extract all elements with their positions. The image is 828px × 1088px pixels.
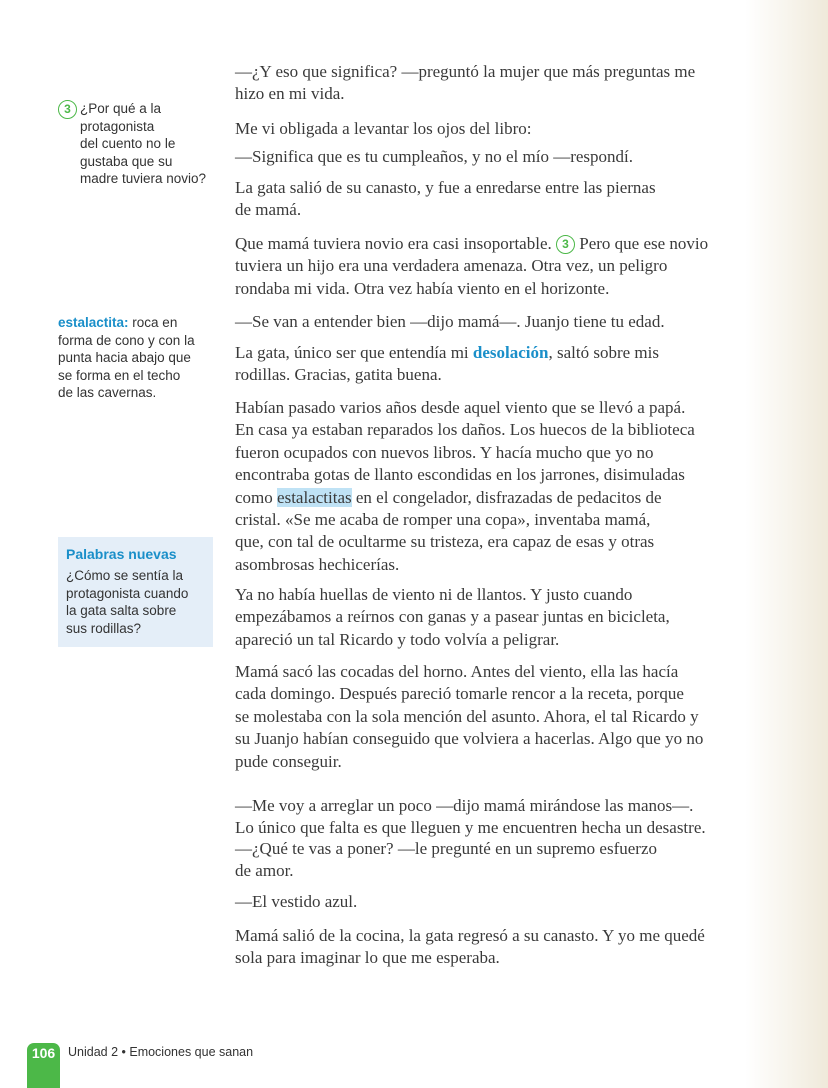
text-line: asombrosas hechicerías. [235,554,400,574]
text-line: empezábamos a reírnos con ganas y a pasear juntas en bicicleta, [235,607,670,627]
glossary-line: de las cavernas. [58,385,157,400]
text-line: En casa ya estaban reparados los daños. Los huecos de la biblioteca [235,420,695,440]
text: La gata, único ser que entendía mi [235,343,473,362]
text-line: cada domingo. Después pareció tomarle rencor a la receta, porque [235,684,684,704]
box-line: ¿Cómo se sentía la [66,568,184,583]
paragraph [235,891,357,913]
text-line: cristal. «Se me acaba de romper una copa», inventaba mamá, [235,510,651,530]
question-line: ¿Por qué a la [80,101,162,116]
paragraph [235,838,657,883]
paragraph [235,925,705,970]
text-line: se molestaba con la sola mención del asunto. Ahora, el tal Ricardo y [235,706,699,726]
paragraph [235,342,659,387]
text-line: pude conseguir. [235,751,342,771]
text-line: fueron ocupados con nuevos libros. Y hacía mucho que yo no [235,442,654,462]
highlighted-word-estalactitas[interactable]: estalactitas [277,487,352,507]
glossary-line: forma de cono y con la [58,332,195,348]
text-line: su Juanjo habían conseguido que volviera a hacerlas. Algo que yo no [235,729,704,749]
question-line: protagonista [80,118,155,134]
paragraph [235,795,706,840]
question-line: del cuento no le [80,136,176,151]
text-line: Habían pasado varios años desde aquel viento que se llevó a papá. [235,398,686,417]
text-line: que, con tal de ocultarme su tristeza, era capaz de esas y otras [235,532,655,552]
text-line: Ya no había huellas de viento ni de llantos. Y justo cuando [235,585,633,604]
text: Que mamá tuviera novio era casi insoportable. [235,234,556,253]
text-line: Mamá salió de la cocina, la gata regresó a su canasto. Y yo me quedé [235,926,705,945]
box-line: la gata salta sobre [66,603,177,618]
new-words-box [58,537,213,647]
text-line: rondaba mi vida. Otra vez había viento en el horizonte. [235,278,610,298]
paragraph [235,397,695,576]
page-number: 106 [27,1043,60,1088]
text: Pero que ese novio [575,234,709,253]
glossary-term: estalactita: [58,315,129,330]
glossary-line: punta hacia abajo que [58,350,191,365]
text-line: —Se van a entender bien —dijo mamá—. Juanjo tiene tu edad. [235,312,665,331]
text-line: —¿Qué te vas a poner? —le pregunté en un supremo esfuerzo [235,839,658,858]
text-line: —¿Y eso que significa? —preguntó la mujer que más preguntas me [235,62,696,81]
glossary-line: se forma en el techo [58,367,181,383]
glossary-line: roca en [128,315,178,330]
paragraph [235,118,532,140]
text-line: Mamá sacó las cocadas del horno. Antes del viento, ella las hacía [235,662,679,681]
text-line: de mamá. [235,200,302,220]
keyword-desolacion[interactable]: desolación [472,343,549,362]
text-line: de amor. [235,861,294,881]
glossary-note [58,314,195,402]
text-line: —El vestido azul. [235,892,358,911]
paragraph [235,177,656,222]
text-line: tuviera un hijo era una verdadera amenaza. Otra vez, un peligro [235,256,668,276]
box-line: protagonista cuando [66,585,189,601]
activity-question [64,100,207,188]
text-line: encontraba gotas de llanto escondidas en los jarrones, disimuladas [235,465,685,485]
text-line: —Significa que es tu cumpleaños, y no el mío —respondí. [235,147,634,166]
text-line: sola para imaginar lo que me esperaba. [235,948,500,968]
text-line: La gata salió de su canasto, y fue a enredarse entre las piernas [235,178,656,197]
new-words-title: Palabras nuevas [66,546,177,562]
text-line: rodillas. Gracias, gatita buena. [235,365,442,385]
paragraph [235,146,633,168]
text-line: Lo único que falta es que lleguen y me encuentren hecha un desastre. [235,818,706,838]
question-line: gustaba que su [80,153,173,169]
text-line: apareció un tal Ricardo y todo volvía a peligrar. [235,629,560,649]
question-number-badge: 3 [58,100,77,119]
box-line: sus rodillas? [66,620,142,636]
paragraph [235,661,703,773]
text: , saltó sobre mis [548,343,659,362]
text-line: Me vi obligada a levantar los ojos del libro: [235,119,532,138]
question-line: madre tuviera novio? [80,171,207,186]
paragraph [235,584,670,651]
unit-title: Unidad 2 • Emociones que sanan [68,1045,254,1059]
paragraph [235,311,665,333]
question-marker-badge: 3 [556,235,575,254]
paragraph [235,61,695,106]
text-line: —Me voy a arreglar un poco —dijo mamá mirándose las manos—. [235,796,694,815]
text: como [235,487,278,507]
paragraph [235,233,708,300]
text-line: hizo en mi vida. [235,84,345,104]
text: en el congelador, disfrazadas de pedacitos de [351,487,662,507]
